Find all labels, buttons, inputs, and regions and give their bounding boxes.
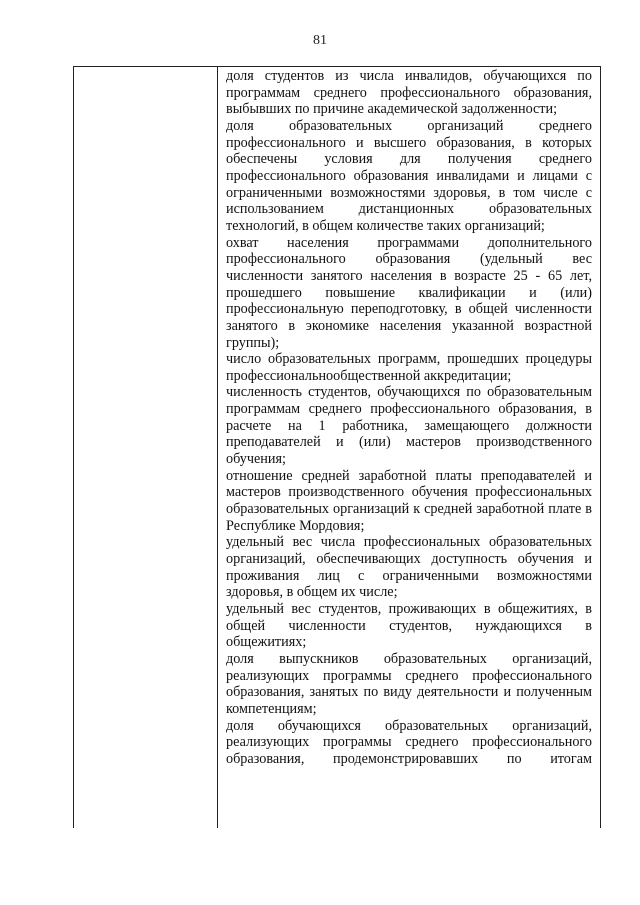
indicator-paragraph: число образовательных программ, прошедших процедуры профессиональнообщественной аккредитации; [226,351,592,384]
indicator-paragraph: удельный вес числа профессиональных образовательных организаций, обеспечивающих доступность обучения и проживания лиц с ограниченными возможностями здоровья, в общем их числе; [226,534,592,601]
table-right-column [218,67,600,828]
indicator-paragraph: численность студентов, обучающихся по образовательным программам среднего профессионального образования, в расчете на 1 работника, замещающего должности преподавателей и (или) мастеров производственного обучения; [226,384,592,468]
indicator-paragraph: охват населения программами дополнительного профессионального образования (удельный вес численности занятого населения в возрасте 25 - 65 лет, прошедшего повышение квалификации и (или) профессиональную переподготовку, в общей численности занятого в экономике населения указанной возрастной группы); [226,234,592,351]
indicator-paragraph: доля студентов из числа инвалидов, обучающихся по программам среднего профессионального образования, выбывших по причине академической задолженности; [226,68,592,118]
indicator-paragraph: отношение средней заработной платы преподавателей и мастеров производственного обучения профессиональных образовательных организаций к средней заработной плате в Республике Мордовия; [226,467,592,534]
indicator-paragraph: доля образовательных организаций среднего профессионального и высшего образования, в которых обеспечены условия для получения среднего профессионального образования инвалидами и лицами с ограниченными возможностями здоровья, в том числе с использованием дистанционных образовательных технологий, в общем количестве таких организаций; [226,117,592,234]
indicator-paragraph: доля выпускников образовательных организаций, реализующих программы среднего профессионального образования, занятых по виду деятельности и полученным компетенциям; [226,650,592,717]
table-left-column [74,67,218,828]
indicators-table [73,66,601,828]
page-number: 81 [313,33,327,48]
indicator-paragraph: удельный вес студентов, проживающих в общежитиях, в общей численности студентов, нуждающихся в общежитиях; [226,601,592,651]
indicator-paragraph: доля обучающихся образовательных организаций, реализующих программы среднего профессионального образования, продемонстрировавших по итогам [226,717,592,767]
